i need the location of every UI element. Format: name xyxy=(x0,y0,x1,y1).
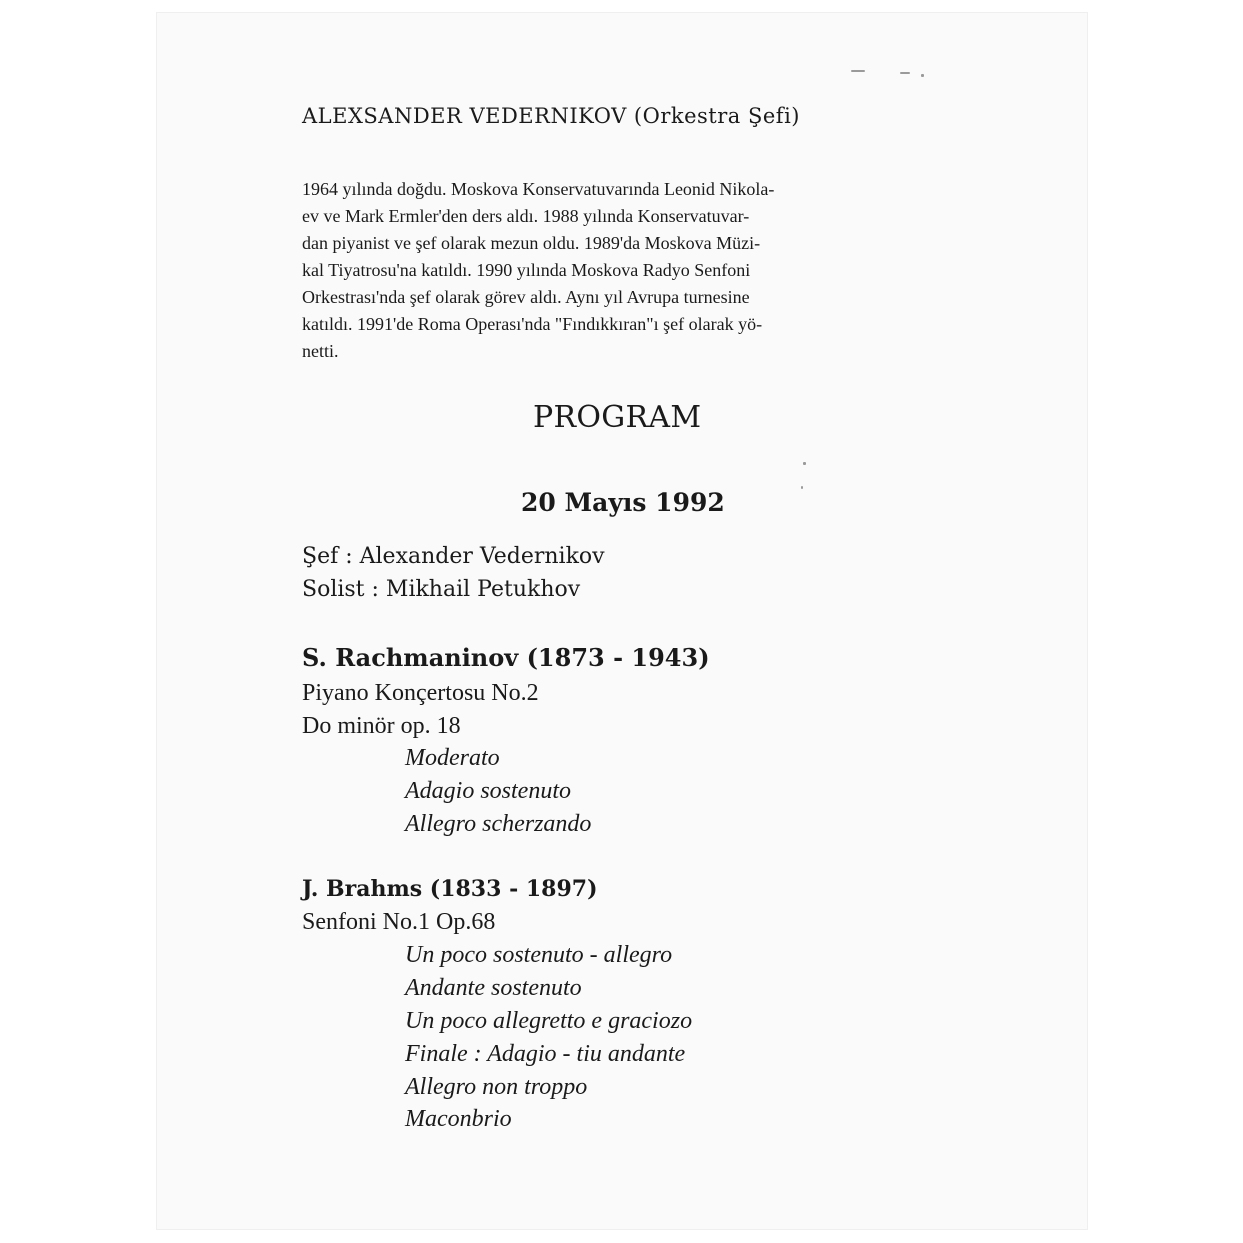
conductor-biography xyxy=(302,176,962,365)
composer-rachmaninov: S. Rachmaninov (1873 - 1943) xyxy=(302,643,710,672)
movement: Un poco sostenuto - allegro xyxy=(405,942,673,968)
work-title: Senfoni No.1 Op.68 xyxy=(302,909,496,935)
work-key: Do minör op. 18 xyxy=(302,713,461,739)
scan-speck xyxy=(803,462,806,465)
scan-speck xyxy=(921,74,924,77)
movement: Finale : Adagio - tiu andante xyxy=(405,1041,686,1067)
scan-speck xyxy=(900,72,910,74)
bio-line: katıldı. 1991'de Roma Operası'nda "Fındıkkıran"ı şef olarak yö- xyxy=(302,314,763,334)
composer-brahms: J. Brahms (1833 - 1897) xyxy=(302,876,598,902)
scan-speck xyxy=(851,70,865,72)
bio-line: ev ve Mark Ermler'den ders aldı. 1988 yılında Konservatuvar- xyxy=(302,206,750,226)
movement: Maconbrio xyxy=(405,1106,512,1132)
soloist-credit: Solist : Mikhail Petukhov xyxy=(302,577,581,602)
movement: Un poco allegretto e graciozo xyxy=(405,1008,693,1034)
movement: Allegro scherzando xyxy=(405,811,592,837)
bio-line: Orkestrası'nda şef olarak görev aldı. Aynı yıl Avrupa turnesine xyxy=(302,287,750,307)
scan-speck xyxy=(801,486,803,489)
conductor-credit: Şef : Alexander Vedernikov xyxy=(302,544,605,569)
movement: Adagio sostenuto xyxy=(405,778,571,804)
movement: Moderato xyxy=(405,745,500,771)
program-title: PROGRAM xyxy=(533,400,702,435)
bio-line: 1964 yılında doğdu. Moskova Konservatuvarında Leonid Nikola- xyxy=(302,179,775,199)
bio-line: netti. xyxy=(302,341,339,361)
bio-line: dan piyanist ve şef olarak mezun oldu. 1989'da Moskova Müzi- xyxy=(302,233,761,253)
movement: Allegro non troppo xyxy=(405,1074,588,1100)
concert-date: 20 Mayıs 1992 xyxy=(521,488,725,517)
work-title: Piyano Konçertosu No.2 xyxy=(302,680,539,706)
bio-line: kal Tiyatrosu'na katıldı. 1990 yılında Moskova Radyo Senfoni xyxy=(302,260,751,280)
movement: Andante sostenuto xyxy=(405,975,582,1001)
conductor-heading: ALEXSANDER VEDERNIKOV (Orkestra Şefi) xyxy=(302,104,800,128)
